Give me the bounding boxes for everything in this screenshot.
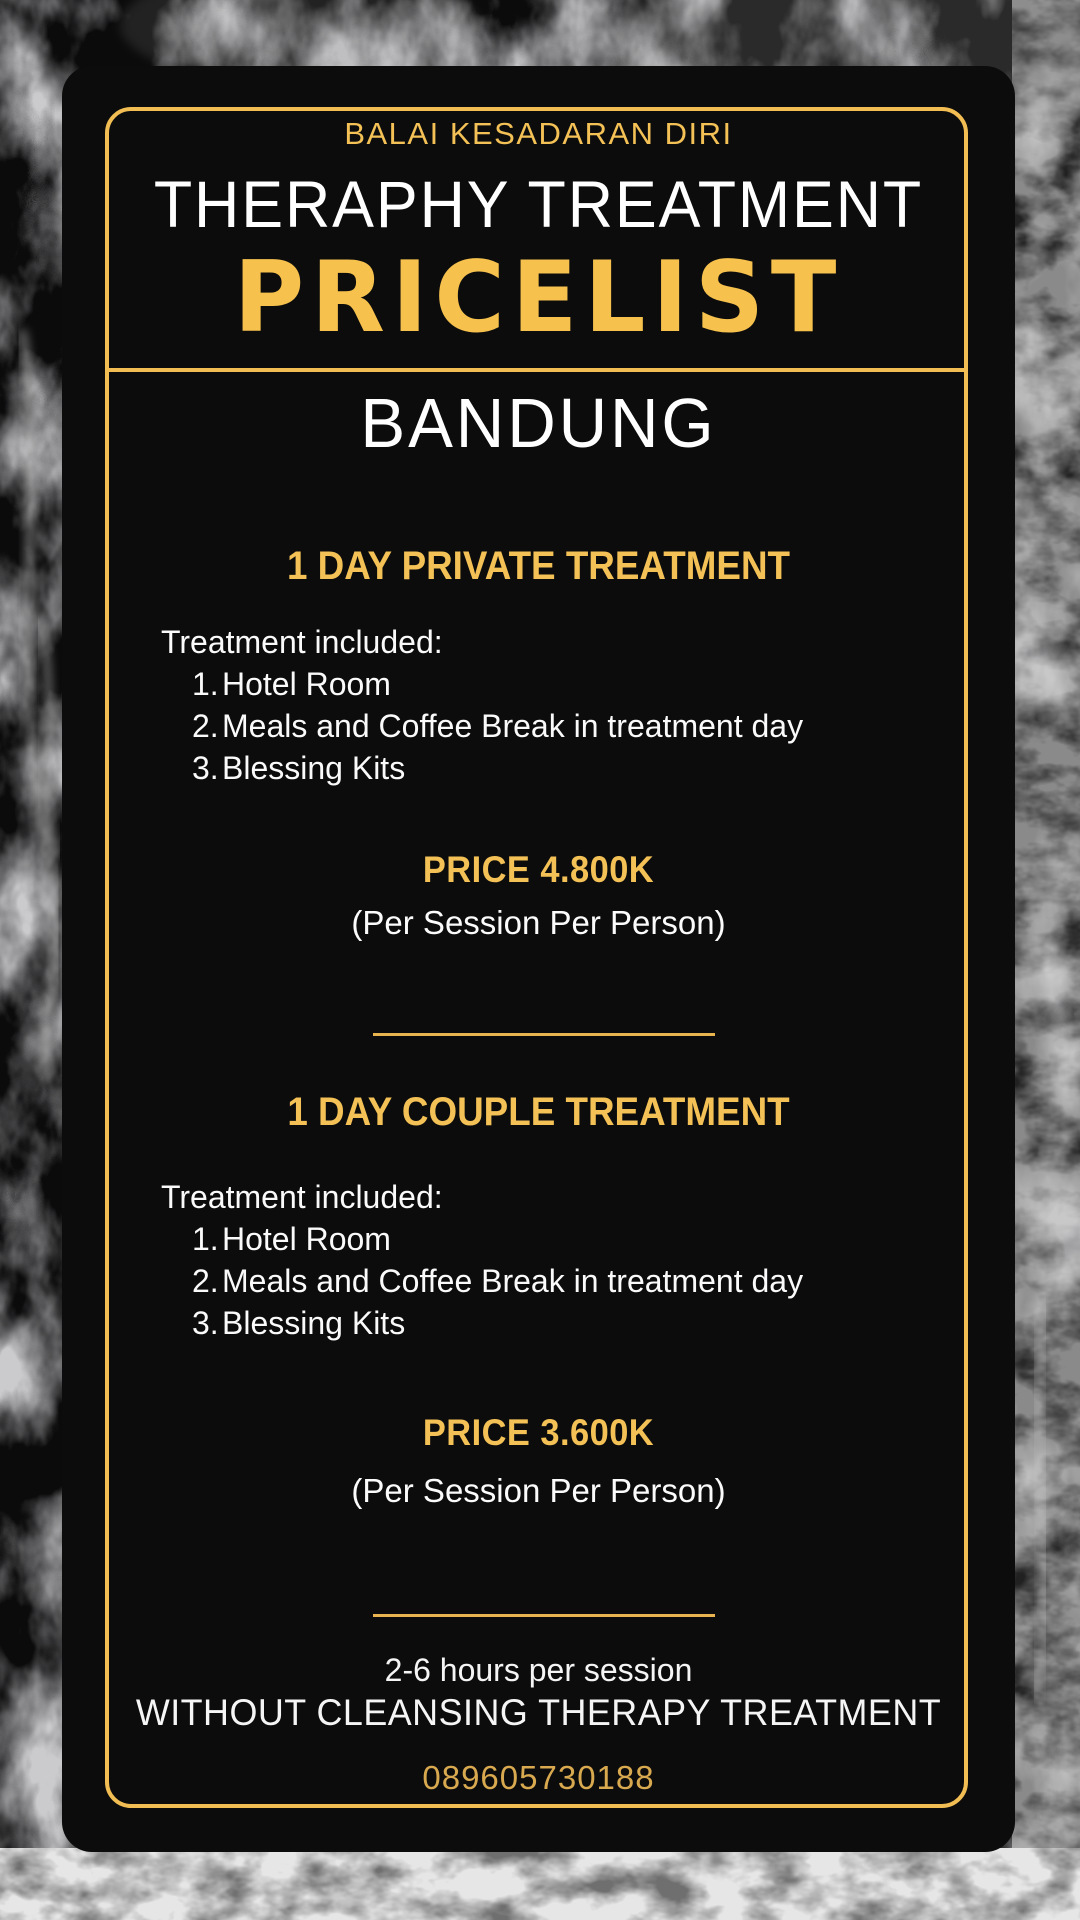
price-note-couple: (Per Session Per Person)	[351, 1472, 726, 1509]
list-item-number: 1.	[192, 1221, 219, 1257]
section-divider	[373, 1033, 715, 1036]
city-name: BANDUNG	[360, 384, 717, 462]
section-heading-couple: 1 DAY COUPLE TREATMENT	[287, 1090, 790, 1134]
included-label: Treatment included:	[161, 1179, 443, 1215]
list-item	[192, 1218, 975, 1260]
price-note-private: (Per Session Per Person)	[351, 904, 726, 941]
included-label: Treatment included:	[161, 624, 443, 660]
phone-number: 089605730188	[422, 1759, 655, 1796]
list-item-text: Blessing Kits	[222, 750, 406, 786]
list-item-text: Meals and Coffee Break in treatment day	[222, 1263, 804, 1299]
section-body-private	[161, 621, 975, 789]
list-item	[192, 705, 975, 747]
list-item	[192, 1260, 975, 1302]
price-private: PRICE 4.800K	[422, 849, 655, 890]
price-couple: PRICE 3.600K	[422, 1412, 655, 1453]
list-item-number: 3.	[192, 1305, 219, 1341]
list-item-text: Hotel Room	[222, 1221, 391, 1257]
list-item-number: 3.	[192, 750, 219, 786]
pricelist-card	[62, 66, 1015, 1852]
list-item-number: 2.	[192, 1263, 219, 1299]
list-item	[192, 1302, 975, 1344]
list-item	[192, 663, 975, 705]
header-divider	[105, 368, 968, 372]
session-duration-note: 2-6 hours per session	[384, 1652, 693, 1688]
list-item-text: Meals and Coffee Break in treatment day	[222, 708, 804, 744]
gold-frame-border	[105, 107, 968, 1808]
list-item-number: 2.	[192, 708, 219, 744]
poster-title-pricelist: PRICELIST	[233, 241, 844, 355]
list-item-number: 1.	[192, 666, 219, 702]
section-heading-private: 1 DAY PRIVATE TREATMENT	[286, 544, 791, 588]
section-body-couple	[161, 1176, 975, 1344]
list-item	[192, 747, 975, 789]
list-item-text: Hotel Room	[222, 666, 391, 702]
section-divider	[373, 1614, 715, 1617]
cleansing-disclaimer: WITHOUT CLEANSING THERAPY TREATMENT	[135, 1692, 942, 1733]
list-item-text: Blessing Kits	[222, 1305, 406, 1341]
brand-name: BALAI KESADARAN DIRI	[344, 116, 733, 151]
poster-title: THERAPHY TREATMENT	[153, 167, 924, 241]
